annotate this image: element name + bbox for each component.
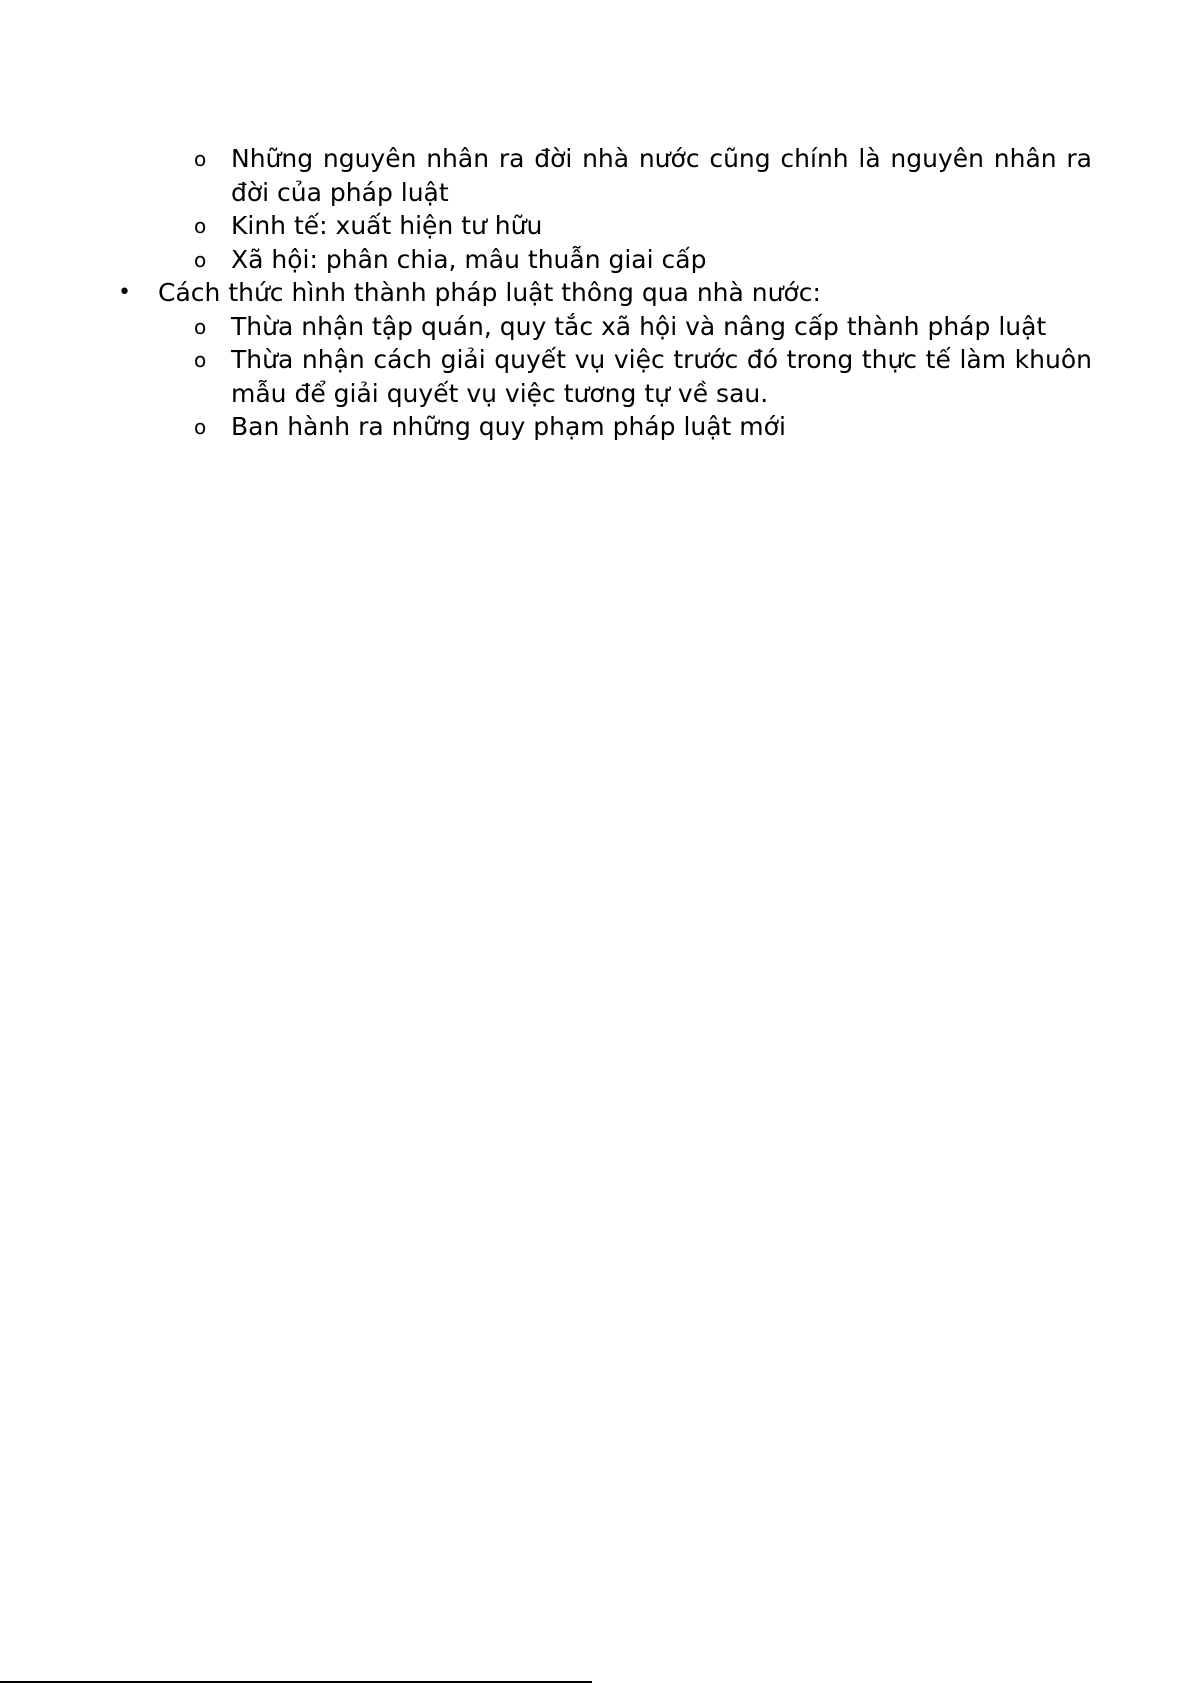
list-item <box>110 209 1092 243</box>
list-item-text: Những nguyên nhân ra đời nhà nước cũng chính là nguyên nhân ra đời của pháp luật <box>231 144 1092 207</box>
list-marker-bullet: • <box>118 280 131 305</box>
list-item-text: Thừa nhận tập quán, quy tắc xã hội và nâng cấp thành pháp luật <box>231 311 1047 341</box>
list-marker-circle: o <box>194 214 207 238</box>
list-item <box>110 243 1092 277</box>
list-item-text: Ban hành ra những quy phạm pháp luật mới <box>231 412 786 441</box>
footer-divider <box>0 1681 592 1683</box>
list-item <box>110 142 1092 209</box>
list-item-text: Kinh tế: xuất hiện tư hữu <box>231 211 543 240</box>
list-marker-circle: o <box>194 415 207 439</box>
list-item <box>110 343 1092 410</box>
document-body <box>110 142 1092 444</box>
list-marker-circle: o <box>194 348 207 372</box>
list-item-text: Xã hội: phân chia, mâu thuẫn giai cấp <box>231 244 707 274</box>
list-marker-circle: o <box>194 147 207 171</box>
list-marker-circle: o <box>194 247 207 272</box>
list-item <box>110 276 1092 310</box>
list-marker-circle: o <box>194 314 207 339</box>
list-item <box>110 410 1092 444</box>
list-item-text: Thừa nhận cách giải quyết vụ việc trước đó trong thực tế làm khuôn mẫu để giải quyết vụ việc tương tự về sau. <box>231 345 1092 408</box>
list-item <box>110 310 1092 344</box>
list-item-text: Cách thức hình thành pháp luật thông qua nhà nước: <box>158 278 821 307</box>
